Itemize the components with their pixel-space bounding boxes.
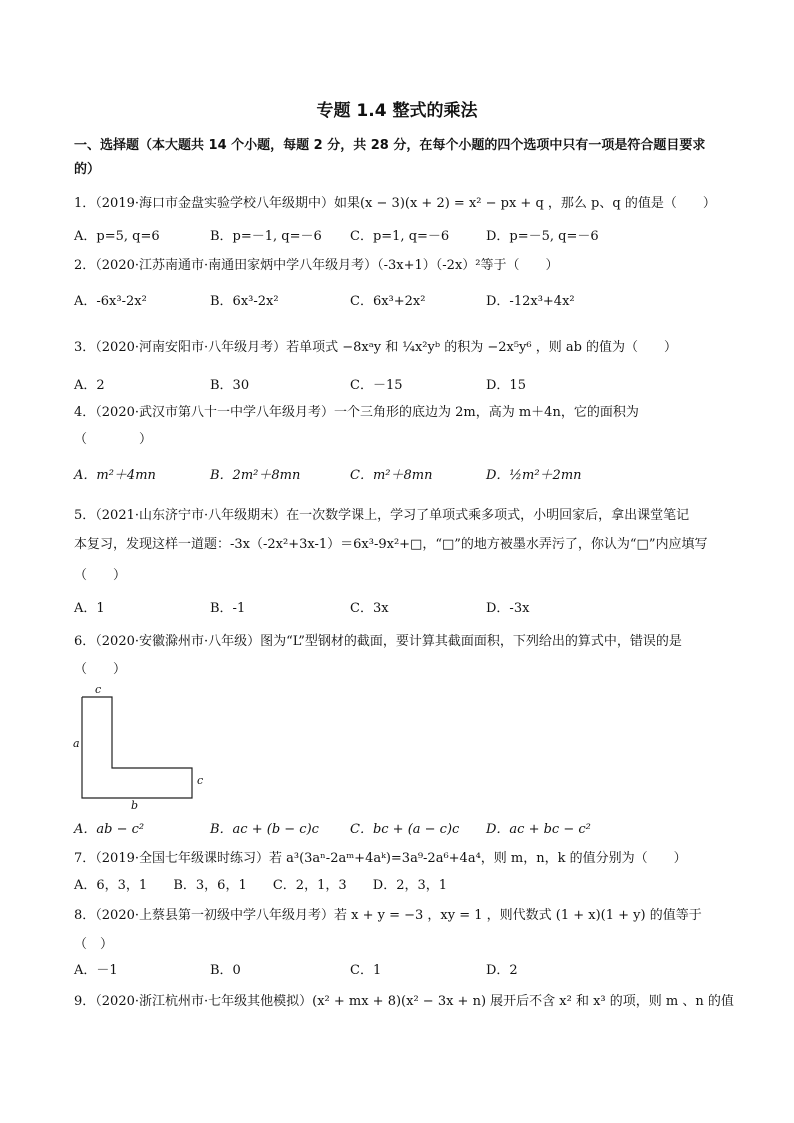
option-b[interactable]: B．6x³-2x² xyxy=(210,294,279,309)
option-c[interactable]: C．m²＋8mn xyxy=(350,468,433,483)
option-c[interactable]: C．2，1，3 xyxy=(272,878,347,893)
option-c[interactable]: C．6x³+2x² xyxy=(350,294,426,309)
question-5-stem-cont: 本复习，发现这样一道题：-3x（-2x²+3x-1）＝6x³-9x²+□，“□”的地方被墨水弄污了，你认为“□”内应填写 xyxy=(74,537,708,552)
question-8-stem-cont: （ ） xyxy=(74,937,114,952)
label-c-right: c xyxy=(197,774,204,787)
question-3-stem: 3．（2020·河南安阳市·八年级月考）若单项式 −8xᵃy 和 ¼x²yᵇ 的积为 −2x⁵y⁶ ，则 ab 的值为（ ） xyxy=(74,340,678,355)
question-1-stem: 1．（2019·海口市金盘实验学校八年级期中）如果(x − 3)(x + 2) = x² − px + q ，那么 p、q 的值是（ ） xyxy=(74,196,716,211)
question-6-stem: 6．（2020·安徽滁州市·八年级）图为“L”型钢材的截面，要计算其截面面积，下列给出的算式中，错误的是 xyxy=(74,634,682,649)
option-b[interactable]: B．0 xyxy=(210,963,241,978)
option-d[interactable]: D．ac + bc − c² xyxy=(486,822,591,837)
option-a[interactable]: A．-6x³-2x² xyxy=(74,294,147,309)
option-d[interactable]: D．-3x xyxy=(486,601,530,616)
question-6-stem-cont: （ ） xyxy=(74,662,127,677)
option-c[interactable]: C．p=1, q=－6 xyxy=(350,229,450,244)
label-b: b xyxy=(131,799,139,812)
page-title: 专题 1.4 整式的乘法 xyxy=(316,101,478,121)
option-a[interactable]: A．1 xyxy=(74,601,105,616)
label-a: a xyxy=(73,737,80,750)
l-shape-outline xyxy=(82,697,192,798)
section-heading: 一、选择题（本大题共 14 个小题，每题 2 分，共 28 分，在每个小题的四个选项中只有一项是符合题目要求的） xyxy=(74,138,706,177)
question-4-stem: 4．（2020·武汉市第八十一中学八年级月考）一个三角形的底边为 2m，高为 m＋4n，它的面积为 xyxy=(74,405,639,420)
option-b[interactable]: B．p=－1, q=－6 xyxy=(210,229,322,244)
option-d[interactable]: D．2，3，1 xyxy=(372,878,448,893)
option-a[interactable]: A．p=5, q=6 xyxy=(74,229,160,244)
option-d[interactable]: D．p=－5, q=－6 xyxy=(486,229,599,244)
option-d[interactable]: D．15 xyxy=(486,378,526,393)
option-b[interactable]: B．ac + (b − c)c xyxy=(210,822,319,837)
question-4-stem-cont: （ ） xyxy=(74,432,153,447)
option-b[interactable]: B．30 xyxy=(210,378,250,393)
label-c-top: c xyxy=(95,683,102,696)
l-shape-figure xyxy=(70,682,210,814)
option-c[interactable]: C．3x xyxy=(350,601,389,616)
option-d[interactable]: D．-12x³+4x² xyxy=(486,294,575,309)
option-c[interactable]: C．1 xyxy=(350,963,382,978)
option-a[interactable]: A．m²＋4mn xyxy=(74,468,156,483)
option-b[interactable]: B．2m²＋8mn xyxy=(210,468,301,483)
option-d[interactable]: D．2 xyxy=(486,963,518,978)
question-5-stem-end: （ ） xyxy=(74,568,127,583)
option-a[interactable]: A．2 xyxy=(74,378,105,393)
option-c[interactable]: C．－15 xyxy=(350,378,403,393)
question-2-stem: 2．（2020·江苏南通市·南通田家炳中学八年级月考）（-3x+1）（-2x）²等于（ ） xyxy=(74,258,559,273)
question-9-stem: 9．（2020·浙江杭州市·七年级其他模拟）(x² + mx + 8)(x² − 3x + n) 展开后不含 x² 和 x³ 的项，则 m 、n 的值 xyxy=(74,994,734,1009)
option-d[interactable]: D．½m²＋2mn xyxy=(486,468,582,483)
question-7-options xyxy=(74,876,469,896)
question-7-stem: 7．（2019·全国七年级课时练习）若 a³(3aⁿ-2aᵐ+4aᵏ)=3a⁹-2a⁶+4a⁴，则 m，n，k 的值分别为（ ） xyxy=(74,851,687,866)
option-b[interactable]: B．3，6，1 xyxy=(173,878,247,893)
option-a[interactable]: A．－1 xyxy=(74,963,118,978)
option-b[interactable]: B．-1 xyxy=(210,601,246,616)
question-8-stem: 8．（2020·上蔡县第一初级中学八年级月考）若 x + y = −3 ，xy = 1 ，则代数式 (1 + x)(1 + y) 的值等于 xyxy=(74,908,702,923)
question-5-stem: 5．（2021·山东济宁市·八年级期末）在一次数学课上，学习了单项式乘多项式，小明回家后，拿出课堂笔记 xyxy=(74,508,690,523)
option-a[interactable]: A．6，3，1 xyxy=(74,878,148,893)
option-a[interactable]: A．ab − c² xyxy=(74,822,145,837)
option-c[interactable]: C．bc + (a − c)c xyxy=(350,822,460,837)
